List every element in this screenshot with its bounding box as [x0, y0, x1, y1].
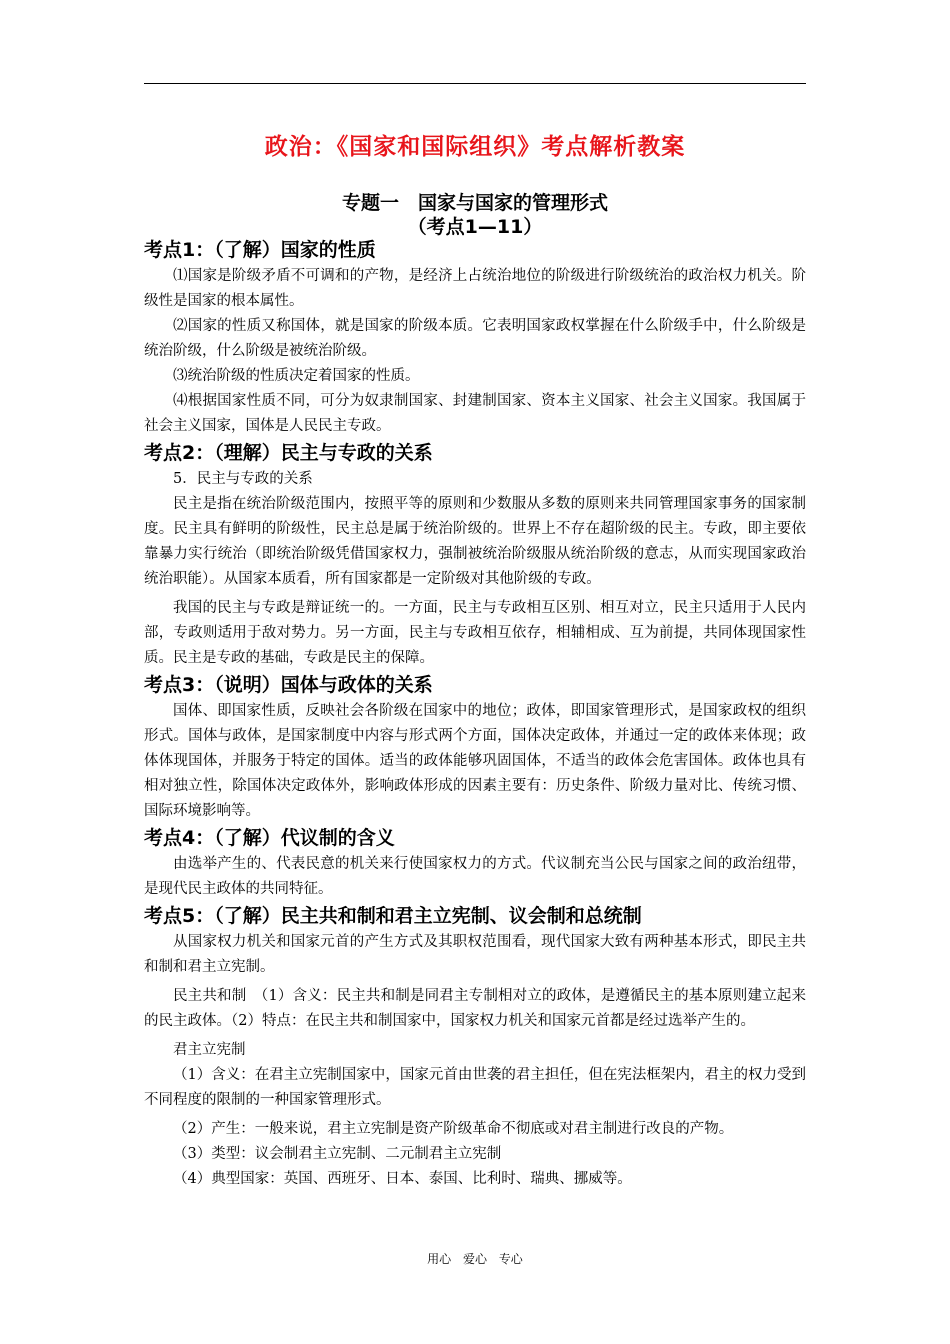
section-5 — [144, 902, 806, 1192]
section-2 — [144, 439, 806, 671]
section-heading: 考点2：（理解）民主与专政的关系 — [144, 442, 433, 464]
paragraph: ⑷根据国家性质不同，可分为奴隶制国家、封建制国家、资本主义国家、社会主义国家。我国属于社会主义国家，国体是人民民主专政。 — [144, 393, 806, 434]
section-heading: 考点5：（了解）民主共和制和君主立宪制、议会制和总统制 — [144, 905, 642, 927]
section-1 — [144, 236, 806, 439]
paragraph: （4）典型国家：英国、西班牙、日本、泰国、比利时、瑞典、挪威等。 — [173, 1171, 632, 1187]
paragraph: 民主共和制 （1）含义：民主共和制是同君主专制相对立的政体，是遵循民主的基本原则建立起来的民主政体。（2）特点：在民主共和制国家中，国家权力机关和国家元首都是经过选举产生的。 — [144, 988, 806, 1029]
section-heading: 考点1：（了解）国家的性质 — [144, 239, 376, 261]
section-heading: 考点4：（了解）代议制的含义 — [144, 827, 395, 849]
paragraph: （1）含义：在君主立宪制国家中，国家元首由世袭的君主担任，但在宪法框架内，君主的权力受到不同程度的限制的一种国家管理形式。 — [144, 1067, 806, 1108]
document-title: 政治：《国家和国际组织》考点解析教案 — [264, 134, 686, 160]
paragraph: ⑴国家是阶级矛盾不可调和的产物，是经济上占统治地位的阶级进行阶级统治的政治权力机关。阶级性是国家的根本属性。 — [144, 268, 806, 309]
paragraph: 君主立宪制 — [173, 1042, 246, 1058]
section-3 — [144, 671, 806, 824]
document-body — [144, 236, 806, 1192]
paragraph: （2）产生：一般来说，君主立宪制是资产阶级革命不彻底或对君主制进行改良的产物。 — [173, 1121, 734, 1137]
paragraph: ⑶统治阶级的性质决定着国家的性质。 — [173, 368, 420, 384]
topic-range: （考点1—11） — [407, 216, 543, 238]
paragraph: （3）类型：议会制君主立宪制、二元制君主立宪制 — [173, 1146, 502, 1162]
paragraph: 从国家权力机关和国家元首的产生方式及其职权范围看，现代国家大致有两种基本形式，即民主共和制和君主立宪制。 — [144, 934, 806, 975]
section-4 — [144, 824, 806, 902]
topic-title: 专题一 国家与国家的管理形式 — [341, 192, 608, 214]
header-rule — [144, 83, 806, 84]
section-heading: 考点3：（说明）国体与政体的关系 — [144, 674, 433, 696]
paragraph: 我国的民主与专政是辩证统一的。一方面，民主与专政相互区别、相互对立，民主只适用于人民内部，专政则适用于敌对势力。另一方面，民主与专政相互依存，相辅相成、互为前提，共同体现国家性质。民主是专政的基础，专政是民主的保障。 — [144, 600, 806, 666]
paragraph: 国体、即国家性质，反映社会各阶级在国家中的地位；政体，即国家管理形式，是国家政权的组织形式。国体与政体，是国家制度中内容与形式两个方面，国体决定政体，并通过一定的政体来体现；政体体现国体，并服务于特定的国体。适当的政体能够巩固国体，不适当的政体会危害国体。政体也具有相对独立性，除国体决定政体外，影响政体形成的因素主要有：历史条件、阶级力量对比、传统习惯、国际环境影响等。 — [144, 703, 806, 819]
paragraph: ⑵国家的性质又称国体，就是国家的阶级本质。它表明国家政权掌握在什么阶级手中，什么阶级是统治阶级，什么阶级是被统治阶级。 — [144, 318, 806, 359]
page-footer: 用心 爱心 专心 — [427, 1252, 523, 1266]
paragraph: 5．民主与专政的关系 — [173, 471, 313, 487]
paragraph: 由选举产生的、代表民意的机关来行使国家权力的方式。代议制充当公民与国家之间的政治纽带，是现代民主政体的共同特征。 — [144, 856, 806, 897]
paragraph: 民主是指在统治阶级范围内，按照平等的原则和少数服从多数的原则来共同管理国家事务的国家制度。民主具有鲜明的阶级性，民主总是属于统治阶级的。世界上不存在超阶级的民主。专政，即主要依靠暴力实行统治（即统治阶级凭借国家权力，强制被统治阶级服从统治阶级的意志，从而实现国家政治统治职能）。从国家本质看，所有国家都是一定阶级对其他阶级的专政。 — [144, 496, 806, 587]
